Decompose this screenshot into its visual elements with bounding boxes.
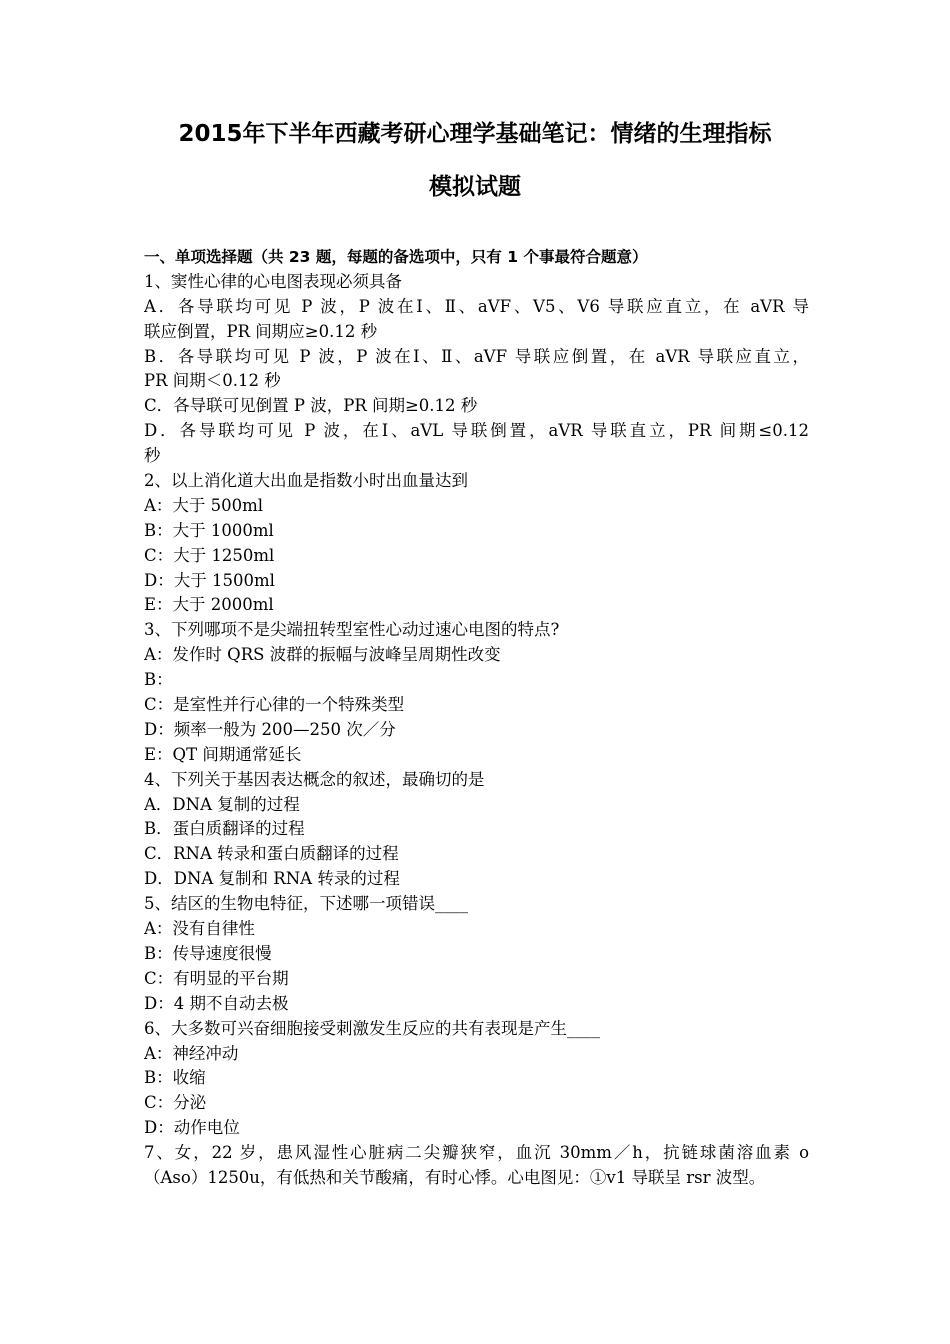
text-line: E：大于 2000ml <box>144 595 274 615</box>
text-line: E：QT 间期通常延长 <box>144 744 302 764</box>
text-line: C：分泌 <box>144 1093 207 1113</box>
text-line: 3、下列哪项不是尖端扭转型室性心动过速心电图的特点? <box>144 620 560 640</box>
document-body <box>144 245 809 1191</box>
text-line: C．RNA 转录和蛋白质翻译的过程 <box>144 844 399 864</box>
text-line: 2、以上消化道大出血是指数小时出血量达到 <box>144 471 468 491</box>
text-line: B．各导联均可见 P 波，P 波在Ⅰ、Ⅱ、aVF 导联应倒置，在 aVR 导联应直立， <box>144 346 809 366</box>
text-line: A：神经冲动 <box>144 1043 239 1063</box>
text-line: B：传导速度很慢 <box>144 943 272 963</box>
text-line: （Aso）1250u，有低热和关节酸痛，有时心悸。心电图见：①v1 导联呈 rsr 波型。 <box>144 1167 766 1187</box>
text-line: C：有明显的平台期 <box>144 968 289 988</box>
text-line: A．DNA 复制的过程 <box>144 794 300 814</box>
text-line: A：没有自律性 <box>144 919 255 939</box>
document-title-continued: 模拟试题 <box>429 174 521 200</box>
text-line: B：大于 1000ml <box>144 520 274 540</box>
text-line: B： <box>144 670 173 690</box>
text-line: D．各导联均可见 P 波，在Ⅰ、aVL 导联倒置，aVR 导联直立，PR 间期≤0.12 <box>144 421 809 441</box>
text-line: 4、下列关于基因表达概念的叙述，最确切的是 <box>144 769 485 789</box>
text-line: PR 间期＜0.12 秒 <box>144 371 281 391</box>
text-line: A．各导联均可见 P 波，P 波在Ⅰ、Ⅱ、aVF、V5、V6 导联应直立，在 aVR 导 <box>144 296 809 316</box>
text-line: C．各导联可见倒置 P 波，PR 间期≥0.12 秒 <box>144 396 478 416</box>
text-line: A：大于 500ml <box>144 495 264 515</box>
text-line: C：大于 1250ml <box>144 545 275 565</box>
text-line: D：动作电位 <box>144 1118 240 1138</box>
text-line: B．蛋白质翻译的过程 <box>144 819 305 839</box>
text-line: A：发作时 QRS 波群的振幅与波峰呈周期性改变 <box>144 645 501 665</box>
text-line: D：频率一般为 200—250 次／分 <box>144 719 396 739</box>
text-line: D．DNA 复制和 RNA 转录的过程 <box>144 869 400 889</box>
text-line: 5、结区的生物电特征，下述哪一项错误____ <box>144 894 468 914</box>
text-line: D：大于 1500ml <box>144 570 275 590</box>
section-heading: 一、单项选择题（共 23 题，每题的备选项中，只有 1 个事最符合题意） <box>144 248 648 266</box>
text-line: 7、女，22 岁，患风湿性心脏病二尖瓣狭窄，血沉 30mm／h，抗链球菌溶血素 o <box>144 1143 809 1163</box>
text-line: 秒 <box>144 446 161 466</box>
text-line: 联应倒置，PR 间期应≥0.12 秒 <box>144 321 378 341</box>
document-title: 2015年下半年西藏考研心理学基础笔记：情绪的生理指标 <box>178 121 772 147</box>
text-line: D：4 期不自动去极 <box>144 993 289 1013</box>
text-line: B：收缩 <box>144 1068 206 1088</box>
text-line: C：是室性并行心律的一个特殊类型 <box>144 695 405 715</box>
text-line: 6、大多数可兴奋细胞接受刺激发生反应的共有表现是产生____ <box>144 1018 600 1038</box>
text-line: 1、窦性心律的心电图表现必须具备 <box>144 271 402 291</box>
